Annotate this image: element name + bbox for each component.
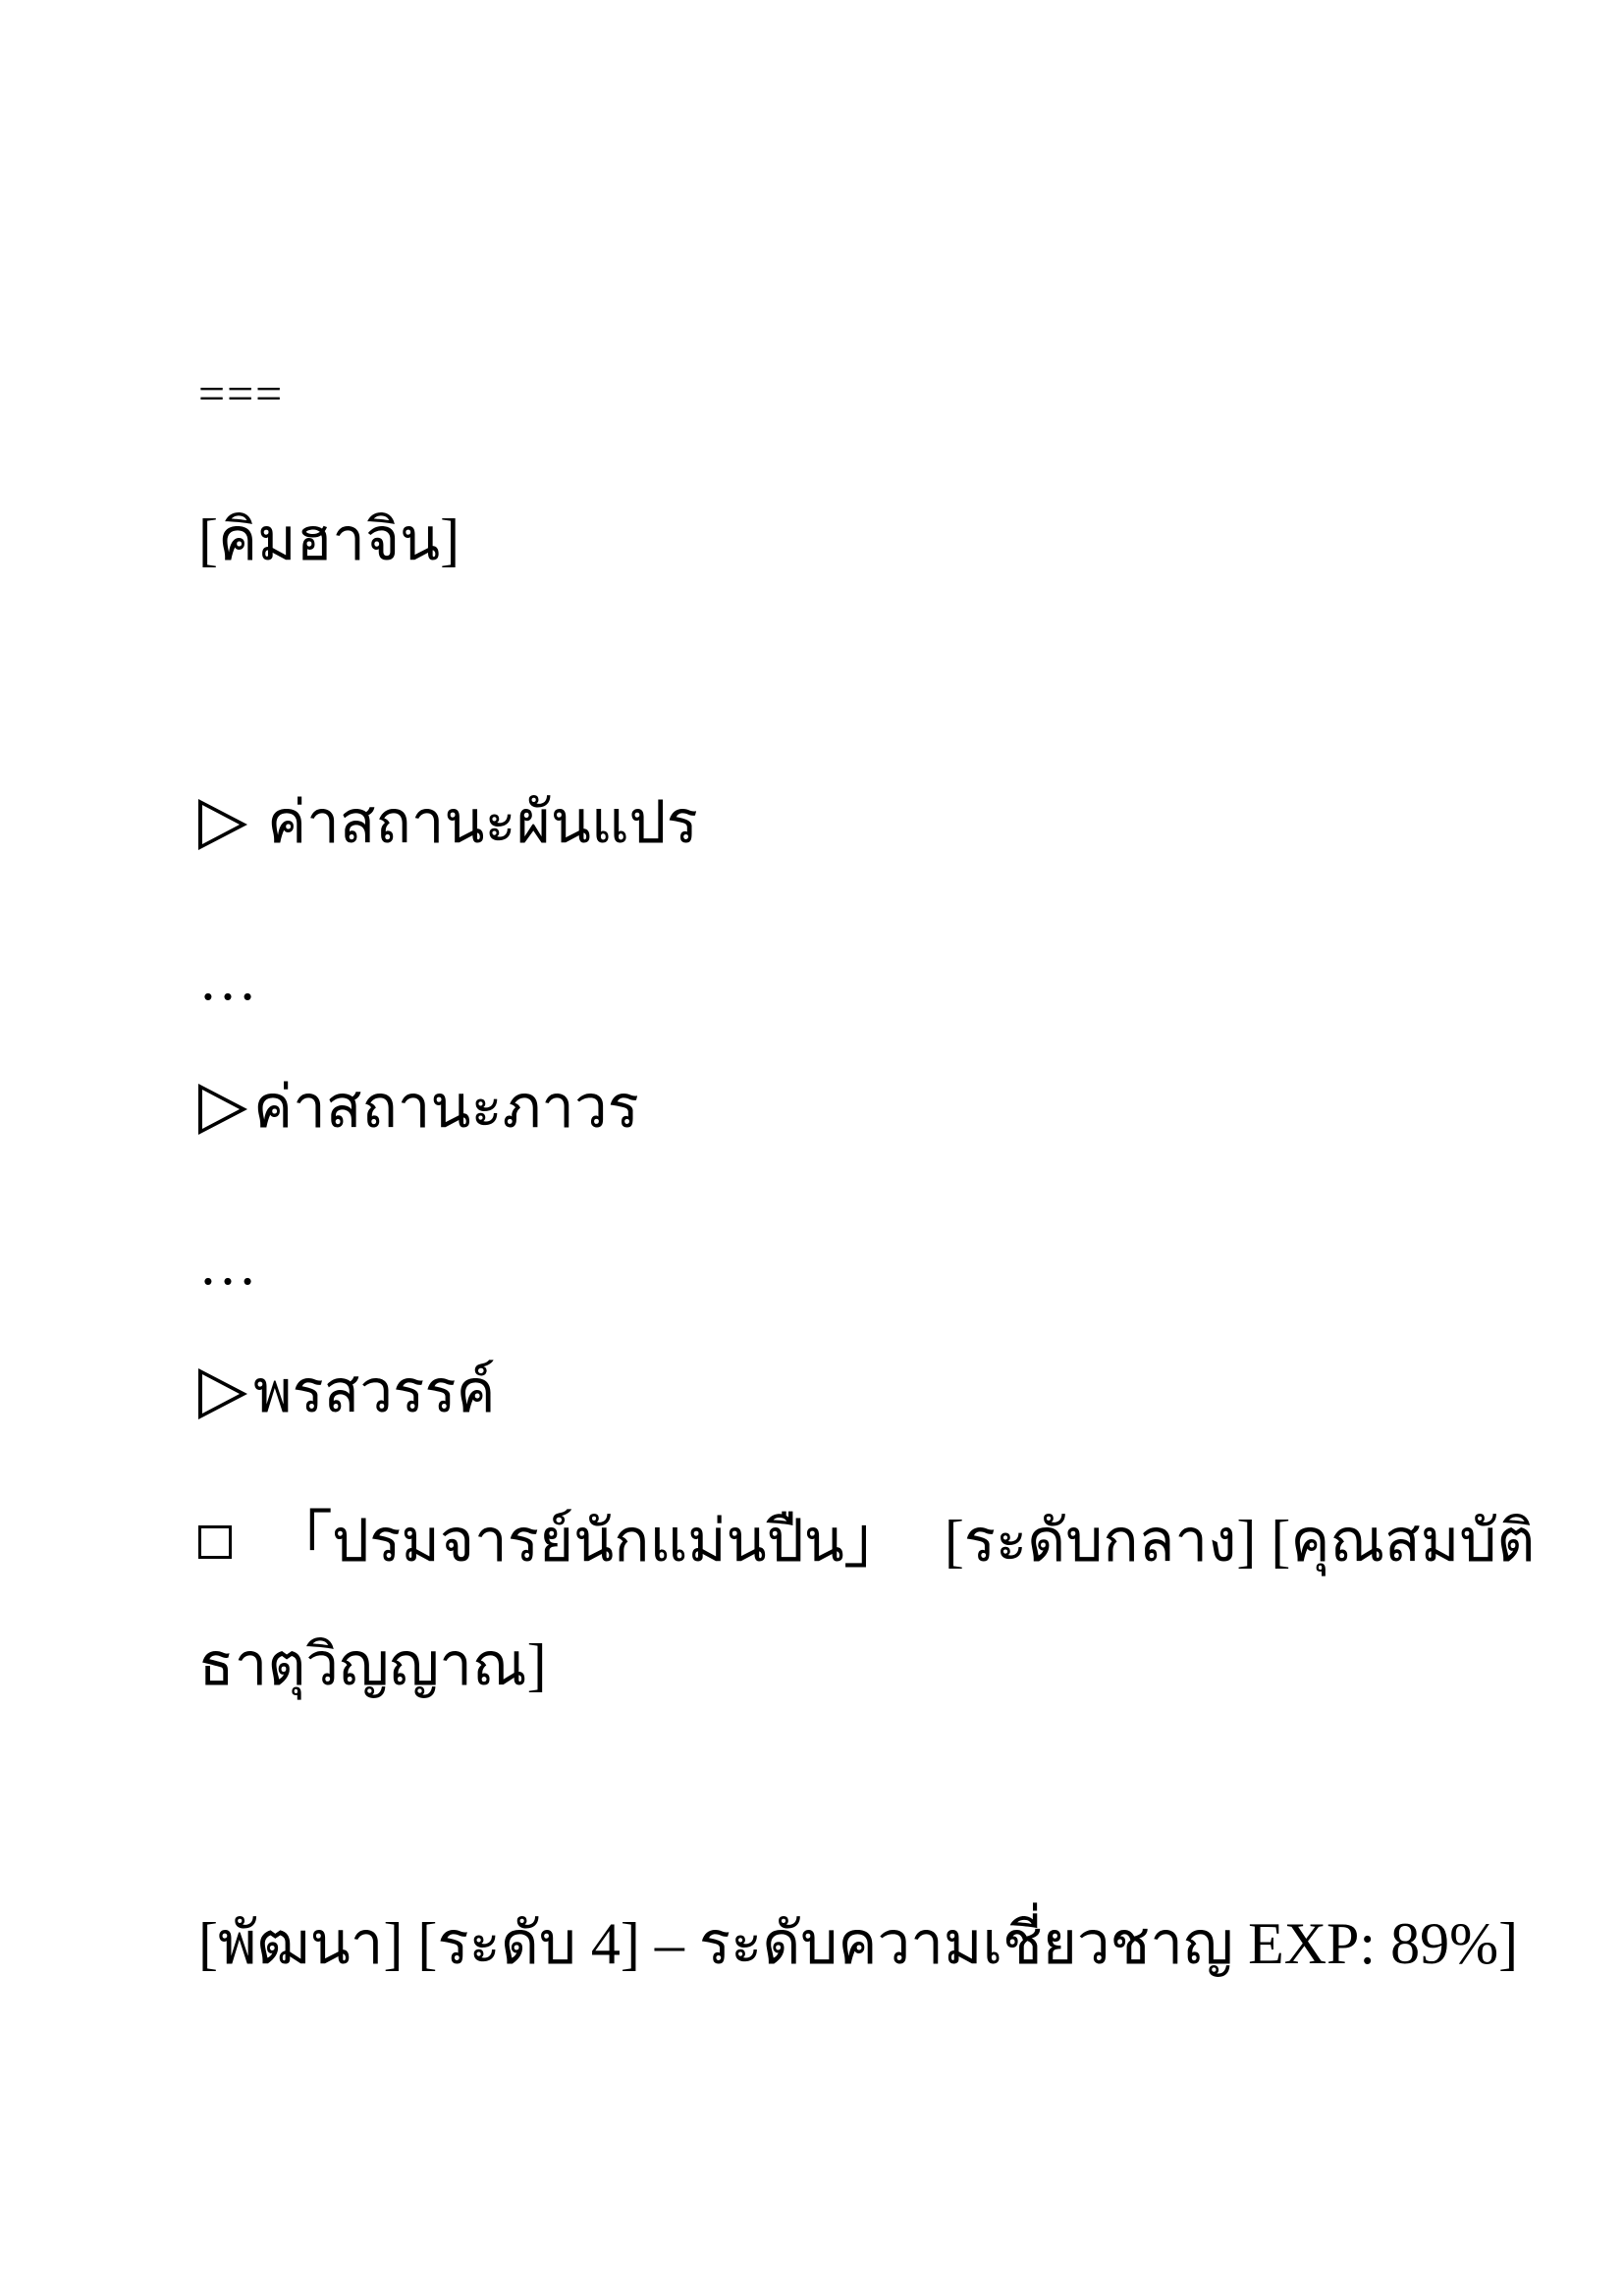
skill-name: ปรมจารย์นักแม่นปืน: [332, 1509, 844, 1574]
section-variable-stats: [198, 790, 698, 855]
skill-progress: [พัฒนา] [ระดับ 4] – ระดับความเชี่ยวชาญ EXP: 89%]: [198, 1911, 1519, 1976]
skill-entry: [198, 1504, 1536, 1575]
square-icon: [198, 1525, 232, 1559]
character-name: [คิมฮาจิน]: [198, 507, 460, 572]
skill-close-bracket: 」: [843, 1504, 905, 1575]
section-talents: [198, 1360, 496, 1424]
triangle-right-icon: [198, 799, 247, 850]
skill-tags: [ระดับกลาง] [คุณสมบัติ: [944, 1509, 1536, 1574]
section-title: ค่าสถานะภาวร: [253, 1075, 639, 1140]
triangle-right-icon: [198, 1084, 247, 1135]
triangle-right-icon: [198, 1368, 247, 1419]
separator: ===: [198, 368, 285, 420]
ellipsis: …: [198, 947, 257, 1012]
section-permanent-stats: [198, 1075, 639, 1140]
section-title: ค่าสถานะผันแปร: [267, 790, 698, 855]
section-title: พรสวรรค์: [253, 1360, 496, 1424]
skill-open-bracket: 「: [271, 1504, 333, 1575]
skill-tags-continued: ธาตุวิญญาณ]: [198, 1632, 547, 1697]
ellipsis: …: [198, 1232, 257, 1297]
